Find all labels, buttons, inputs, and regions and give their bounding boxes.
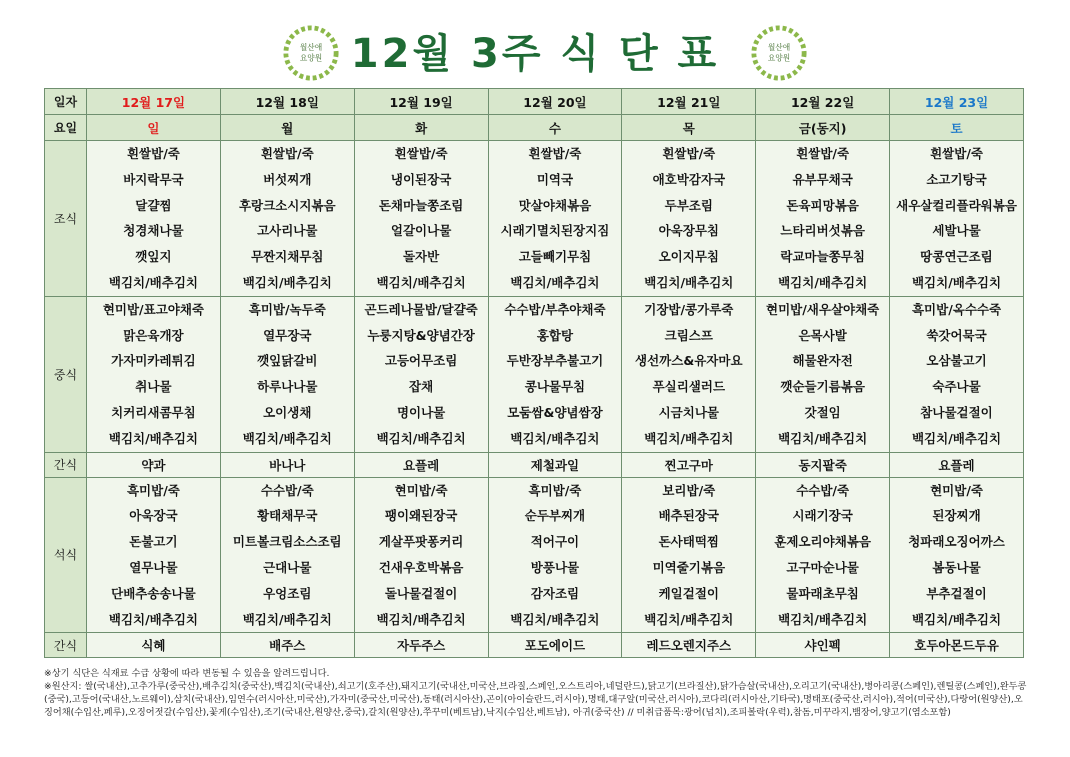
menu-item: 흰쌀밥/죽 [662,146,716,161]
snack2-cell: 레드오렌지주스 [622,633,756,658]
lunch-cell [354,296,488,452]
menu-item: 쑥갓어묵국 [926,327,987,343]
date-cell: 12월 17일 [87,89,221,115]
menu-item: 현미밥/죽 [394,482,448,498]
menu-item: 황태채무국 [257,508,318,524]
menu-item: 은목사발 [798,327,847,343]
menu-item: 시래기장국 [792,508,853,524]
menu-item: 콩나물무침 [524,379,586,395]
menu-item: 맑은육개장 [123,327,184,343]
menu-item: 배추된장국 [658,508,719,524]
breakfast-cell [890,141,1024,297]
menu-item: 백김치/배추김치 [376,274,466,290]
breakfast-cell [488,141,622,297]
weekday-cell: 금(동지) [756,115,890,141]
snack2-cell: 포도에이드 [488,633,622,658]
date-cell: 12월 22일 [756,89,890,115]
menu-item: 돈불고기 [129,534,178,550]
snack2-cell: 식혜 [87,633,221,658]
svg-text:요양원: 요양원 [299,53,323,63]
menu-item: 흰쌀밥/죽 [394,146,448,161]
menu-item: 백김치/배추김치 [911,611,1002,627]
menu-item: 기장밥/콩가루죽 [644,301,734,317]
menu-item: 후랑크소시지볶음 [238,197,336,213]
snack2-cell: 호두아몬드두유 [890,633,1024,658]
menu-item: 순두부찌개 [524,508,586,524]
menu-item: 갓절임 [804,404,841,420]
svg-text:월산애: 월산애 [767,43,791,53]
menu-item: 락교마늘쫑무침 [780,249,865,265]
menu-item: 흑미밥/녹두죽 [248,301,326,317]
menu-table [44,88,1024,658]
menu-item: 수수밥/부추야채죽 [504,301,606,317]
menu-item: 우엉조림 [263,585,312,601]
menu-item: 오삼불고기 [926,353,987,369]
menu-item: 돈육피망볶음 [786,197,859,213]
menu-item: 케일겉절이 [658,585,719,601]
weekday-cell: 화 [354,115,488,141]
menu-item: 백김치/배추김치 [911,274,1002,290]
menu-item: 흰쌀밥/죽 [260,146,314,161]
menu-item: 부추겉절이 [926,585,987,601]
menu-item: 돌자반 [402,249,440,265]
menu-item: 백김치/배추김치 [242,274,332,290]
snack2-label: 간식 [45,633,87,658]
lunch-cell [756,296,890,452]
menu-item: 청파래오징어까스 [908,534,1005,550]
menu-item: 돈사태떡찜 [658,534,719,550]
menu-item: 단배추송송나물 [111,585,196,601]
date-cell: 12월 18일 [220,89,354,115]
snack1-label: 간식 [45,452,87,477]
menu-item: 열무나물 [129,559,178,575]
menu-item: 고등어무조림 [384,353,458,369]
menu-item: 팽이왜된장국 [384,508,458,524]
menu-item: 고구마순나물 [786,559,859,575]
dinner-cell [756,477,890,633]
weekday-cell: 목 [622,115,756,141]
menu-item: 세발나물 [932,223,981,239]
snack2-cell: 배주스 [220,633,354,658]
date-label: 일자 [45,89,87,115]
menu-item: 현미밥/새우살야채죽 [766,301,880,317]
menu-item: 흑미밥/죽 [528,482,582,498]
page-title: 12월 3주 식 단 표 [350,31,720,77]
menu-item: 고들빼기무침 [518,249,592,265]
menu-item: 유부무채국 [792,171,853,187]
snack1-cell: 요플레 [890,452,1024,477]
menu-item: 백김치/배추김치 [510,274,600,290]
menu-item: 수수밥/죽 [796,482,850,498]
breakfast-cell [756,141,890,297]
menu-item: 홍합탕 [536,327,574,343]
menu-item: 미역줄기볶음 [652,559,726,575]
menu-item: 근대나물 [263,559,312,575]
snack1-cell: 바나나 [220,452,354,477]
lunch-cell [220,296,354,452]
menu-item: 고사리나물 [257,223,318,239]
lunch-cell [488,296,622,452]
menu-item: 미트볼크림소스조림 [232,534,342,550]
dinner-cell [220,477,354,633]
breakfast-cell [87,141,221,297]
menu-item: 무짠지채무침 [251,249,324,265]
breakfast-label: 조식 [45,141,87,297]
menu-item: 열무장국 [263,327,312,343]
lunch-label: 중식 [45,296,87,452]
breakfast-cell [354,141,488,297]
menu-item: 버섯찌개 [263,171,312,187]
snack1-cell: 동지팥죽 [756,452,890,477]
menu-item: 얼갈이나물 [390,223,452,239]
menu-item: 흰쌀밥/죽 [796,146,850,161]
menu-item: 숙주나물 [932,379,981,395]
menu-item: 흰쌀밥/죽 [930,146,983,161]
weekday-cell: 수 [488,115,622,141]
menu-item: 보리밥/죽 [662,482,716,498]
menu-item: 훈제오리야채볶음 [774,534,871,550]
menu-item: 백김치/배추김치 [376,611,466,627]
menu-item: 백김치/배추김치 [644,274,734,290]
lunch-cell [622,296,756,452]
menu-item: 흰쌀밥/죽 [528,146,582,161]
menu-item: 백김치/배추김치 [108,611,198,627]
svg-text:요양원: 요양원 [767,53,791,63]
menu-item: 백김치/배추김치 [510,611,600,627]
menu-item: 현미밥/죽 [930,482,983,498]
menu-item: 누룽지탕&양념간장 [367,327,475,343]
menu-item: 시금치나물 [658,404,719,420]
menu-item: 아욱장국 [129,508,178,524]
menu-item: 백김치/배추김치 [376,430,466,446]
dinner-cell [890,477,1024,633]
menu-item: 치커리새콤무침 [111,404,196,420]
menu-item: 취나물 [135,379,172,395]
menu-item: 오이생채 [263,404,312,420]
menu-item: 흰쌀밥/죽 [126,146,180,161]
notes-origin: ※원산지: 쌀(국내산),고추가루(중국산),배추김치(중국산),백김치(국내산),쇠고기(호주산),돼지고기(국내산,미국산,브라질,스페인,오스트리아,네덜란드),닭고기(브라질산),닭가슴살(국내산),오리고기(국내산),병아리콩(스페인),렌틸콩(스페인),완두콩(중국),고등어(국내산,노르웨이),삼치(국내산),임연수(러시아산,미국산),가자미(중국산,미국산),동태(러시아산),곤이(아이슬란드,러시아),명태,대구알(미국산,러시아),코다리(러시아산,기타국),명태포(중국산,러시아),적어(미국산),다랑어(원양산),오징어채(수입산,페루),오징어젓갈(수입산),꽃게(수입산),조기(국내산,원양산,중국),갈치(원양산),쭈꾸미(베트남),낙지(수입산,베트남), 아귀(중국산) // 미취급품목:광어(넙치),조피볼락(우럭),참돔,미꾸라지,뱀장어,양고기(염소포함) [44,681,1027,718]
snack2-cell: 자두주스 [354,633,488,658]
menu-item: 생선까스&유자마요 [635,353,743,369]
menu-item: 흑미밥/죽 [126,482,180,498]
date-cell: 12월 20일 [488,89,622,115]
dinner-cell [488,477,622,633]
date-cell: 12월 23일 [890,89,1024,115]
snack1-cell: 요플레 [354,452,488,477]
menu-item: 맛살야채볶음 [518,197,592,213]
menu-item: 된장찌개 [932,508,981,524]
menu-item: 곤드레나물밥/달걀죽 [364,301,478,317]
dinner-cell [622,477,756,633]
menu-item: 새우살컬리플라워볶음 [896,197,1017,213]
menu-item: 냉이된장국 [390,171,452,187]
svg-text:월산애: 월산애 [299,43,323,53]
menu-item: 백김치/배추김치 [644,611,734,627]
menu-item: 건새우호박볶음 [378,559,464,575]
lunch-cell [87,296,221,452]
dinner-label: 석식 [45,477,87,633]
menu-item: 모둠쌈&양념쌈장 [507,404,603,420]
menu-item: 참나물겉절이 [920,404,993,420]
menu-item: 깻잎닭갈비 [257,353,318,369]
menu-item: 물파래초무침 [786,585,859,601]
menu-item: 백김치/배추김치 [108,274,198,290]
menu-item: 백김치/배추김치 [911,430,1002,446]
menu-item: 백김치/배추김치 [510,430,600,446]
menu-item: 소고기탕국 [926,171,987,187]
menu-item: 느타리버섯볶음 [780,223,865,239]
menu-item: 명이나물 [396,404,446,420]
menu-item: 적어구이 [530,534,580,550]
weekday-label: 요일 [45,115,87,141]
snack1-cell: 약과 [87,452,221,477]
menu-item: 돈채마늘쫑조림 [378,197,464,213]
menu-item: 두반장부추불고기 [506,353,604,369]
menu-item: 애호박감자국 [652,171,726,187]
menu-item: 두부조림 [664,197,713,213]
snack2-cell: 샤인펙 [756,633,890,658]
menu-item: 돌나물겉절이 [384,585,458,601]
menu-item: 백김치/배추김치 [242,611,332,627]
menu-item: 방풍나물 [530,559,580,575]
menu-item: 백김치/배추김치 [242,430,332,446]
menu-item: 오이지무침 [658,249,719,265]
menu-item: 잡채 [409,379,434,395]
menu-item: 미역국 [536,171,574,187]
menu-item: 해물완자전 [792,353,853,369]
menu-item: 크림스프 [664,327,713,343]
menu-item: 백김치/배추김치 [108,430,198,446]
dinner-cell [354,477,488,633]
menu-item: 감자조림 [530,585,580,601]
snack1-cell: 찐고구마 [622,452,756,477]
snack1-cell: 제철과일 [488,452,622,477]
menu-item: 현미밥/표고야채죽 [102,301,204,317]
notes [44,667,1029,719]
menu-item: 백김치/배추김치 [778,274,868,290]
menu-item: 봄동나물 [932,559,981,575]
menu-item: 달걀찜 [135,197,172,213]
menu-item: 청경채나물 [123,223,184,239]
menu-item: 아욱장무침 [658,223,719,239]
menu-item: 백김치/배추김치 [644,430,734,446]
dinner-cell [87,477,221,633]
menu-item: 백김치/배추김치 [778,430,868,446]
date-cell: 12월 19일 [354,89,488,115]
menu-item: 푸실리샐러드 [652,379,726,395]
weekday-cell: 토 [890,115,1024,141]
lunch-cell [890,296,1024,452]
date-cell: 12월 21일 [622,89,756,115]
breakfast-cell [220,141,354,297]
breakfast-cell [622,141,756,297]
weekday-cell: 일 [87,115,221,141]
menu-item: 바지락무국 [123,171,184,187]
notes-disclaimer: ※상기 식단은 식재료 수급 상황에 따라 변동될 수 있음을 알려드립니다. [44,668,330,679]
weekday-cell: 월 [220,115,354,141]
menu-item: 시래기멸치된장지짐 [500,223,610,239]
menu-item: 하루나나물 [257,379,318,395]
menu-item: 땅콩연근조림 [920,249,993,265]
menu-item: 수수밥/죽 [260,482,314,498]
menu-item: 흑미밥/옥수수죽 [911,301,1002,317]
menu-item: 게살푸팟퐁커리 [378,534,464,550]
menu-item: 깻순들기름볶음 [780,379,865,395]
menu-item: 깻잎지 [135,249,172,265]
menu-item: 백김치/배추김치 [778,611,868,627]
menu-item: 가자미카레튀김 [111,353,196,369]
